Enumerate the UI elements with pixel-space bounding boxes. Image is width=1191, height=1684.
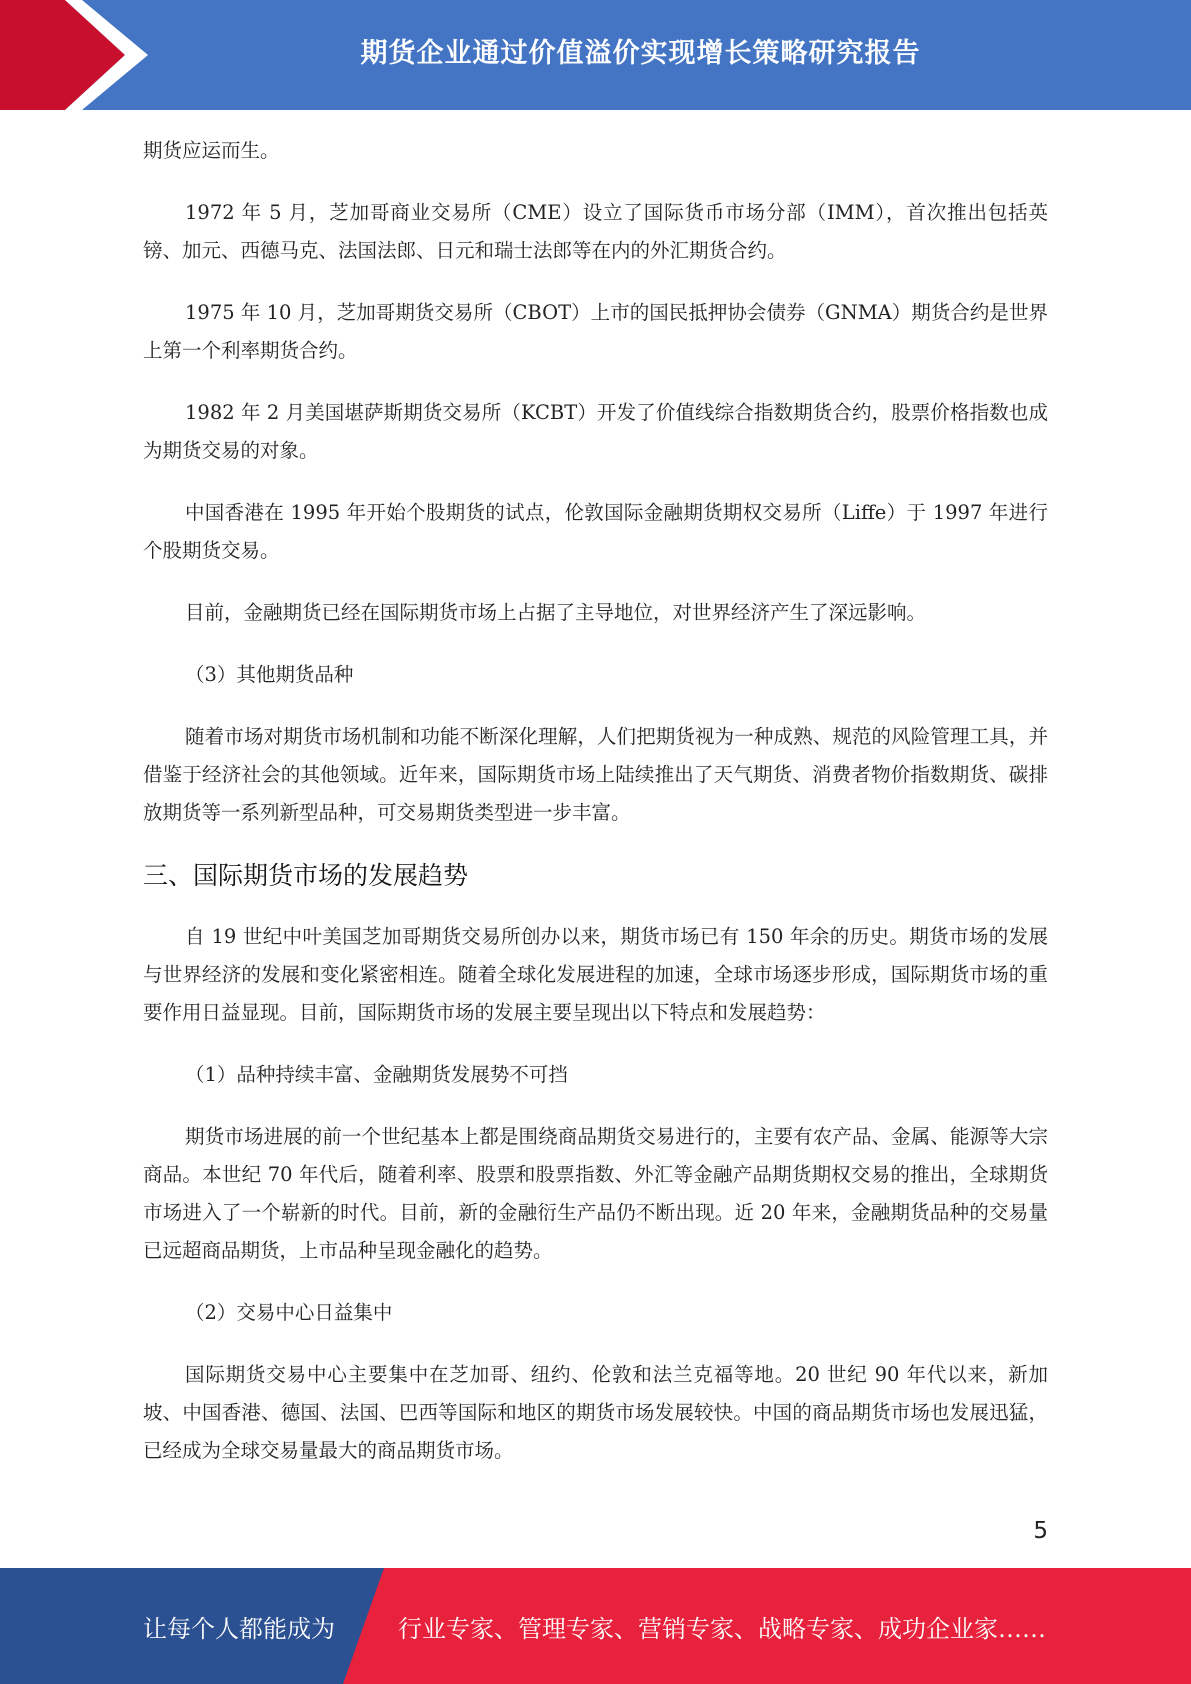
footer-slogan-right: 行业专家、管理专家、营销专家、战略专家、成功企业家…… (398, 1614, 1046, 1643)
section-heading: 三、国际期货市场的发展趋势 (143, 861, 469, 890)
paragraph: 随着市场对期货市场机制和功能不断深化理解，人们把期货视为一种成熟、规范的风险管理工具，并借鉴于经济社会的其他领域。近年来，国际期货市场上陆续推出了天气期货、消费者物价指数期货、碳排放期货等一系列新型品种，可交易期货类型进一步丰富。 (143, 725, 1048, 824)
header-arrow-decoration (0, 0, 160, 110)
paragraph: 期货市场进展的前一个世纪基本上都是围绕商品期货交易进行的，主要有农产品、金属、能源等大宗商品。本世纪 70 年代后，随着利率、股票和股票指数、外汇等金融产品期货期权交易的推出，全球期货市场进入了一个崭新的时代。目前，新的金融衍生产品仍不断出现。近 20 年来，金融期货品种的交易量已远超商品期货，上市品种呈现金融化的趋势。 (143, 1125, 1048, 1262)
paragraph: 自 19 世纪中叶美国芝加哥期货交易所创办以来，期货市场已有 150 年余的历史。期货市场的发展与世界经济的发展和变化紧密相连。随着全球化发展进程的加速，全球市场逐步形成，国际期货市场的重要作用日益显现。目前，国际期货市场的发展主要呈现出以下特点和发展趋势： (143, 925, 1048, 1024)
paragraph: 目前，金融期货已经在国际期货市场上占据了主导地位，对世界经济产生了深远影响。 (185, 601, 927, 624)
paragraph: 中国香港在 1995 年开始个股期货的试点，伦敦国际金融期货期权交易所（Liffe）于 1997 年进行个股期货交易。 (143, 501, 1048, 562)
report-title: 期货企业通过价值溢价实现增长策略研究报告 (360, 37, 921, 69)
subheading: （1）品种持续丰富、金融期货发展势不可挡 (185, 1063, 568, 1086)
footer-slogan-left: 让每个人都能成为 (143, 1614, 335, 1643)
page-number: 5 (1033, 1518, 1048, 1544)
page-header (0, 0, 1191, 110)
paragraph: 期货应运而生。 (143, 139, 280, 162)
paragraph: 1975 年 10 月，芝加哥期货交易所（CBOT）上市的国民抵押协会债券（GNMA）期货合约是世界上第一个利率期货合约。 (143, 301, 1048, 362)
subheading: （2）交易中心日益集中 (185, 1301, 393, 1324)
paragraph: 国际期货交易中心主要集中在芝加哥、纽约、伦敦和法兰克福等地。20 世纪 90 年代以来，新加坡、中国香港、德国、法国、巴西等国际和地区的期货市场发展较快。中国的商品期货市场也发展迅猛，已经成为全球交易量最大的商品期货市场。 (143, 1363, 1048, 1462)
paragraph: 1972 年 5 月，芝加哥商业交易所（CME）设立了国际货币市场分部（IMM），首次推出包括英镑、加元、西德马克、法国法郎、日元和瑞士法郎等在内的外汇期货合约。 (143, 201, 1048, 262)
subheading: （3）其他期货品种 (185, 663, 354, 686)
paragraph: 1982 年 2 月美国堪萨斯期货交易所（KCBT）开发了价值线综合指数期货合约，股票价格指数也成为期货交易的对象。 (143, 401, 1048, 462)
page-footer (0, 1568, 1191, 1684)
page-content (143, 132, 1048, 1494)
